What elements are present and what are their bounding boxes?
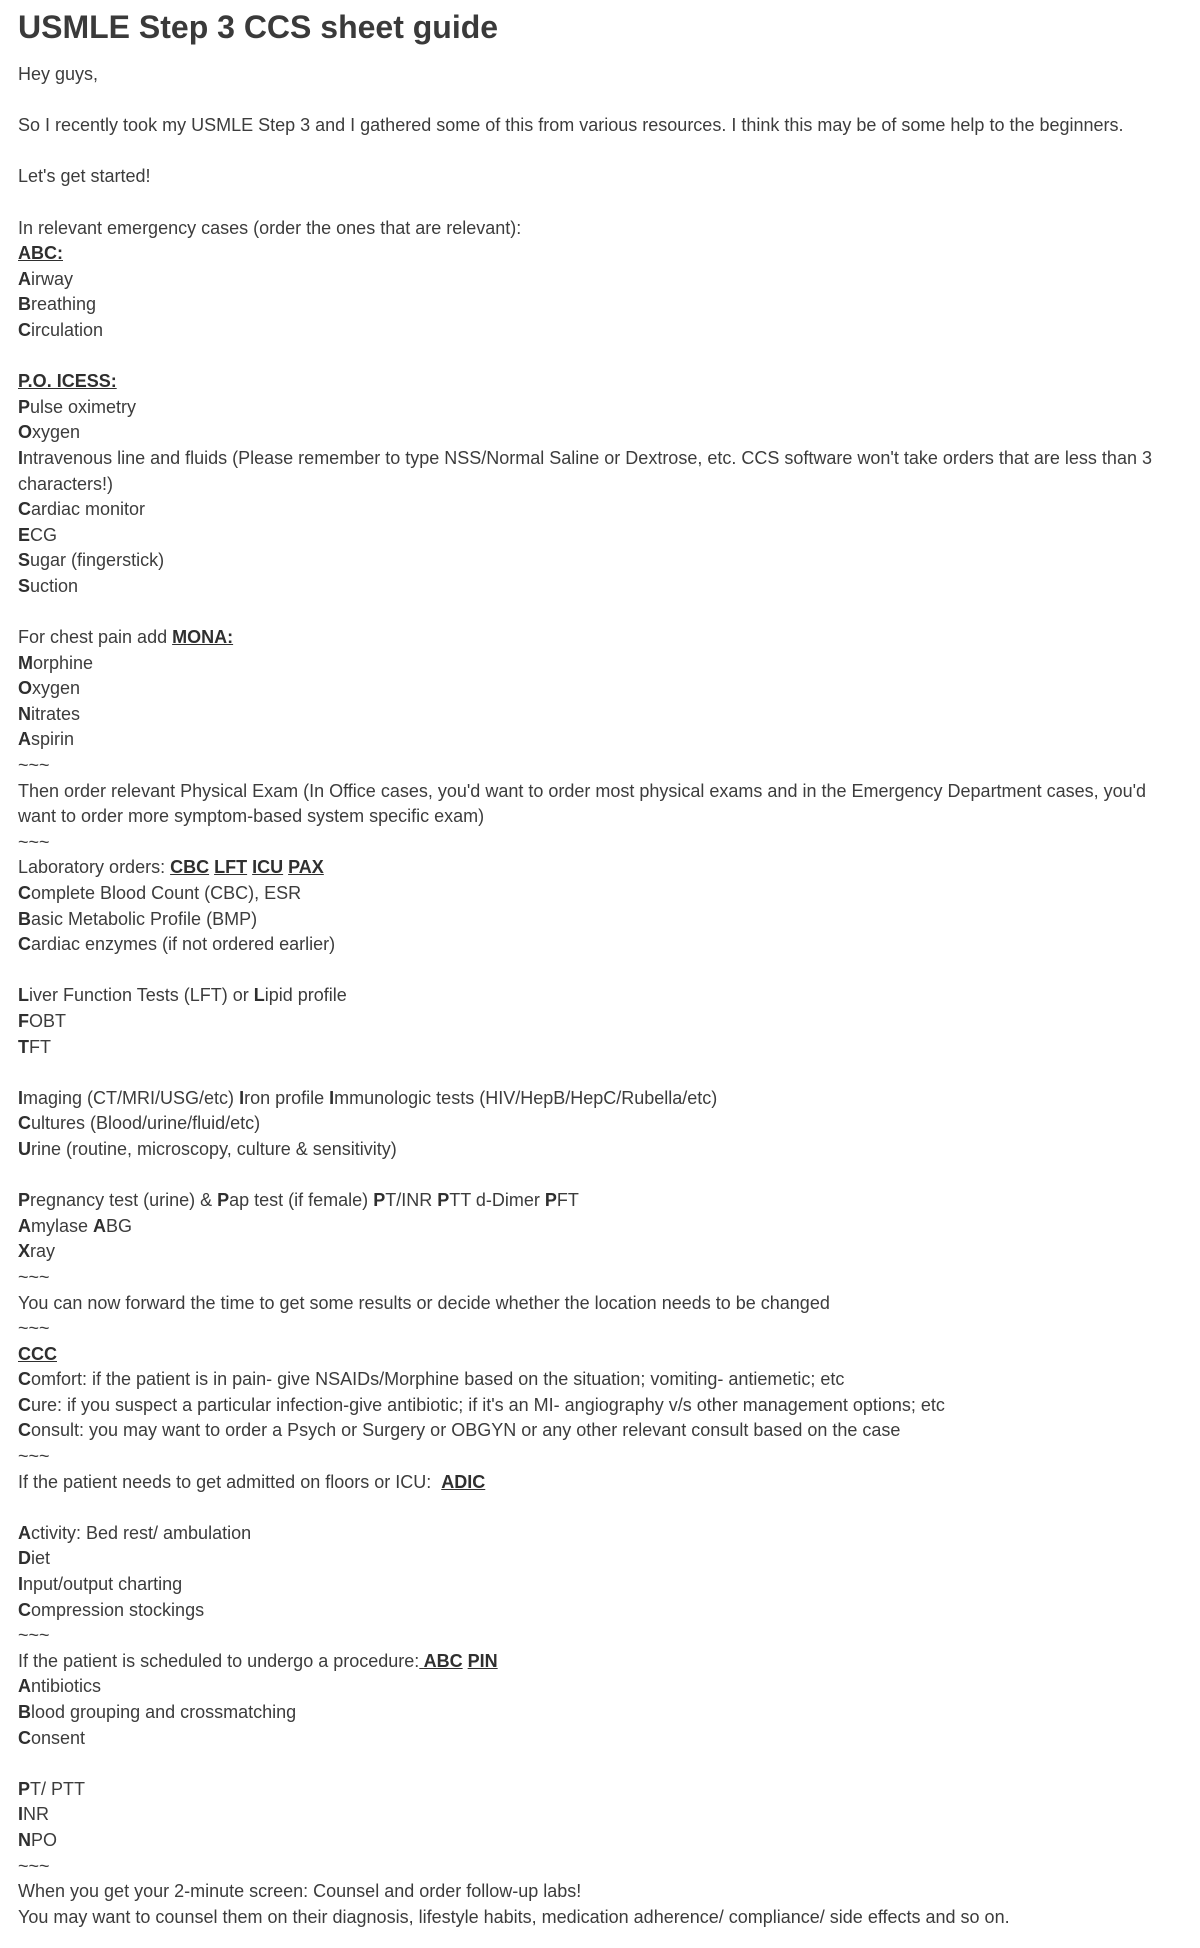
blank-line	[18, 88, 1182, 114]
text-segment: ~~~	[18, 1318, 50, 1339]
mnemonic-letter: I	[239, 1087, 245, 1108]
mnemonic-letter: S	[18, 575, 31, 596]
mnemonic-letter: S	[18, 550, 31, 571]
mnemonic-letter: X	[18, 1241, 31, 1262]
text-segment: ~~~	[18, 1266, 50, 1287]
text-line	[18, 1188, 1182, 1214]
text-segment: NR	[23, 1804, 50, 1825]
mnemonic-letter: C	[18, 883, 31, 903]
text-line	[18, 1546, 1182, 1572]
text-segment: irculation	[31, 319, 104, 340]
text-line	[18, 1393, 1182, 1419]
mnemonic-letter: C	[18, 319, 31, 340]
text-line	[18, 497, 1182, 523]
text-line	[18, 753, 1182, 779]
text-line	[18, 1316, 1182, 1342]
text-segment: Let's get started!	[18, 166, 151, 187]
text-segment: If the patient is scheduled to undergo a procedure:	[18, 1650, 420, 1671]
mnemonic-letter: C	[18, 1420, 31, 1441]
mnemonic-letter: C	[18, 1727, 31, 1748]
text-line	[18, 446, 1182, 497]
mnemonic-letter: I	[18, 1574, 24, 1595]
text-line	[18, 395, 1182, 421]
blank-line	[18, 1495, 1182, 1521]
text-line	[18, 267, 1182, 293]
text-segment: ~~~	[18, 1446, 50, 1467]
text-line	[18, 1214, 1182, 1240]
text-line	[18, 62, 1182, 88]
text-segment: asic Metabolic Profile (BMP)	[31, 908, 258, 929]
text-line	[18, 1828, 1182, 1854]
text-segment: In relevant emergency cases (order the ones that are relevant):	[18, 217, 522, 238]
text-segment: You can now forward the time to get some results or decide whether the location needs to be changed	[18, 1292, 830, 1313]
text-segment: iver Function Tests (LFT) or	[29, 985, 254, 1006]
mnemonic-letter: P	[437, 1190, 450, 1211]
text-segment: ure: if you suspect a particular infection-give antibiotic; if it's an MI- angiography v/s other management options; etc	[31, 1394, 945, 1415]
page-title: USMLE Step 3 CCS sheet guide	[18, 9, 499, 45]
text-segment: CG	[30, 524, 58, 545]
text-segment: T/ PTT	[30, 1778, 86, 1799]
text-line	[18, 1777, 1182, 1803]
text-line	[18, 676, 1182, 702]
text-segment: When you get your 2-minute screen: Counsel and order follow-up labs!	[18, 1881, 582, 1902]
mnemonic-letter: M	[18, 652, 33, 673]
text-segment: ron profile	[244, 1087, 330, 1108]
text-line	[18, 1418, 1182, 1444]
mnemonic-heading: ABC:	[18, 243, 63, 264]
text-line	[18, 1879, 1182, 1905]
text-segment: lood grouping and crossmatching	[31, 1702, 297, 1722]
mnemonic-letter: A	[18, 1215, 31, 1236]
text-segment: omfort: if the patient is in pain- give NSAIDs/Morphine based on the situation; vomiting- antiemetic; etc	[31, 1369, 845, 1390]
text-segment: For chest pain add	[18, 627, 173, 648]
text-line	[18, 1572, 1182, 1598]
text-segment: xygen	[32, 678, 81, 699]
mnemonic-heading: ABC	[419, 1650, 463, 1671]
text-line	[18, 1905, 1182, 1931]
text-line	[18, 1700, 1182, 1726]
text-line	[18, 830, 1182, 856]
text-segment: onsent	[31, 1727, 86, 1748]
text-segment: BG	[106, 1215, 133, 1236]
mnemonic-letter: P	[18, 396, 31, 417]
mnemonic-letter: F	[18, 1010, 29, 1031]
text-segment: So I recently took my USMLE Step 3 and I gathered some of this from various resources. I think this may be of some help to the beginners.	[18, 115, 1124, 136]
text-line	[18, 932, 1182, 958]
text-segment: mmunologic tests (HIV/HepB/HepC/Rubella/etc)	[334, 1087, 718, 1108]
text-line	[18, 523, 1182, 549]
mnemonic-letter: C	[18, 1599, 31, 1620]
text-segment: You may want to counsel them on their diagnosis, lifestyle habits, medication adherence/ compliance/ side effects and so on.	[18, 1906, 1010, 1927]
text-segment: uction	[30, 575, 79, 596]
text-segment: ultures (Blood/urine/fluid/etc)	[31, 1113, 261, 1134]
text-line	[18, 1009, 1182, 1035]
mnemonic-heading: CCC	[18, 1343, 57, 1364]
mnemonic-letter: I	[18, 447, 24, 468]
mnemonic-letter: L	[18, 985, 29, 1006]
text-segment: ugar (fingerstick)	[30, 550, 165, 571]
text-line	[18, 1239, 1182, 1265]
mnemonic-letter: P	[217, 1190, 230, 1211]
text-segment: Laboratory orders:	[18, 857, 171, 878]
text-line	[18, 574, 1182, 600]
blank-line	[18, 344, 1182, 370]
text-segment: onsult: you may want to order a Psych or Surgery or OBGYN or any other relevant consult based on the case	[31, 1420, 901, 1441]
mnemonic-letter: C	[18, 1369, 31, 1390]
mnemonic-heading: ADIC	[441, 1471, 486, 1492]
text-line	[18, 727, 1182, 753]
mnemonic-letter: N	[18, 1829, 31, 1850]
mnemonic-heading: LFT	[214, 857, 248, 878]
text-segment: ~~~	[18, 831, 50, 852]
mnemonic-heading: CBC	[170, 857, 210, 878]
mnemonic-letter: C	[18, 934, 31, 955]
text-line	[18, 881, 1182, 907]
mnemonic-letter: N	[18, 703, 31, 724]
text-segment: ardiac enzymes (if not ordered earlier)	[31, 934, 336, 955]
text-segment: omplete Blood Count (CBC), ESR	[31, 883, 302, 903]
text-line	[18, 651, 1182, 677]
text-segment: regnancy test (urine) &	[30, 1190, 218, 1211]
text-segment: spirin	[31, 729, 75, 750]
mnemonic-letter: A	[93, 1215, 107, 1236]
text-segment: itrates	[31, 703, 81, 724]
text-line	[18, 1367, 1182, 1393]
blank-line	[18, 1163, 1182, 1189]
blank-line	[18, 1751, 1182, 1777]
text-segment: FT	[556, 1190, 579, 1211]
text-line	[18, 164, 1182, 190]
blank-line	[18, 958, 1182, 984]
text-segment: Then order relevant Physical Exam (In Office cases, you'd want to order most physical exams and in the Emergency Department cases, you'd want to order more symptom-based system specific exam)	[18, 780, 1152, 827]
blank-line	[18, 139, 1182, 165]
text-segment: ap test (if female)	[229, 1190, 374, 1211]
mnemonic-letter: A	[18, 729, 31, 750]
mnemonic-heading: PIN	[467, 1650, 498, 1671]
text-line	[18, 216, 1182, 242]
text-segment: reathing	[31, 294, 97, 315]
text-segment: nput/output charting	[23, 1574, 183, 1595]
text-line	[18, 548, 1182, 574]
text-line	[18, 1726, 1182, 1752]
text-line	[18, 1598, 1182, 1624]
text-segment: irway	[31, 268, 74, 289]
mnemonic-letter: O	[18, 678, 33, 699]
text-line	[18, 318, 1182, 344]
mnemonic-letter: T	[18, 1036, 29, 1057]
text-line	[18, 1342, 1182, 1368]
text-segment: mylase	[31, 1215, 94, 1236]
text-line	[18, 1674, 1182, 1700]
mnemonic-letter: I	[18, 1804, 24, 1825]
text-line	[18, 625, 1182, 651]
text-segment: OBT	[29, 1010, 67, 1031]
text-segment: If the patient needs to get admitted on floors or ICU:	[18, 1471, 442, 1492]
text-line	[18, 1035, 1182, 1061]
text-line	[18, 855, 1182, 881]
mnemonic-letter: A	[18, 1676, 31, 1697]
text-segment: ulse oximetry	[30, 396, 137, 417]
document-body	[18, 62, 1182, 1930]
text-segment: T/INR	[385, 1190, 438, 1211]
mnemonic-heading: PAX	[288, 857, 324, 878]
text-line	[18, 1265, 1182, 1291]
mnemonic-letter: P	[18, 1190, 31, 1211]
mnemonic-heading: MONA:	[172, 627, 234, 648]
text-segment: xygen	[32, 422, 81, 443]
mnemonic-letter: I	[18, 1087, 24, 1108]
text-segment: orphine	[33, 652, 94, 673]
text-line	[18, 1854, 1182, 1880]
text-segment: maging (CT/MRI/USG/etc)	[23, 1087, 240, 1108]
mnemonic-heading: P.O. ICESS:	[18, 371, 117, 392]
text-line	[18, 1521, 1182, 1547]
blank-line	[18, 1060, 1182, 1086]
text-segment: ipid profile	[264, 985, 347, 1006]
text-line	[18, 113, 1182, 139]
mnemonic-letter: C	[18, 499, 31, 520]
mnemonic-letter: D	[18, 1548, 31, 1569]
mnemonic-letter: A	[18, 1522, 31, 1543]
text-line	[18, 1086, 1182, 1112]
mnemonic-letter: B	[18, 908, 31, 929]
mnemonic-letter: L	[253, 985, 265, 1006]
text-line	[18, 702, 1182, 728]
text-segment: ~~~	[18, 755, 50, 776]
blank-line	[18, 599, 1182, 625]
text-line	[18, 1291, 1182, 1317]
text-segment: FT	[29, 1036, 51, 1057]
text-line	[18, 1444, 1182, 1470]
mnemonic-letter: E	[18, 524, 31, 545]
mnemonic-heading: ICU	[252, 857, 284, 878]
mnemonic-letter: C	[18, 1394, 31, 1415]
text-segment: ompression stockings	[31, 1599, 205, 1620]
text-line	[18, 779, 1182, 830]
mnemonic-letter: P	[18, 1778, 31, 1799]
blank-line	[18, 190, 1182, 216]
mnemonic-letter: P	[373, 1190, 386, 1211]
text-line	[18, 241, 1182, 267]
mnemonic-letter: P	[544, 1190, 557, 1211]
text-segment: ntravenous line and fluids (Please remember to type NSS/Normal Saline or Dextrose, etc. CCS software won't take orders that are less than 3 characters!)	[18, 447, 1157, 494]
text-segment: Hey guys,	[18, 64, 99, 84]
text-line	[18, 907, 1182, 933]
text-segment: ntibiotics	[31, 1676, 102, 1697]
mnemonic-letter: O	[18, 422, 33, 443]
text-line	[18, 983, 1182, 1009]
mnemonic-letter: C	[18, 1113, 31, 1134]
text-line	[18, 420, 1182, 446]
text-segment: iet	[31, 1548, 51, 1569]
mnemonic-letter: I	[329, 1087, 335, 1108]
text-segment: ardiac monitor	[31, 499, 146, 520]
text-segment: TT d-Dimer	[449, 1190, 545, 1211]
text-segment: ~~~	[18, 1855, 50, 1876]
text-line	[18, 292, 1182, 318]
text-line	[18, 1649, 1182, 1675]
text-line	[18, 1137, 1182, 1163]
text-segment: ~~~	[18, 1625, 50, 1646]
mnemonic-letter: B	[18, 1702, 31, 1722]
text-line	[18, 369, 1182, 395]
text-segment: ctivity: Bed rest/ ambulation	[31, 1522, 252, 1543]
mnemonic-letter: U	[18, 1138, 31, 1159]
mnemonic-letter: A	[18, 268, 31, 289]
text-line	[18, 1470, 1182, 1496]
text-line	[18, 1111, 1182, 1137]
text-segment: rine (routine, microscopy, culture & sensitivity)	[31, 1138, 397, 1159]
text-segment: PO	[31, 1829, 58, 1850]
text-line	[18, 1802, 1182, 1828]
mnemonic-letter: B	[18, 294, 31, 315]
text-segment: ray	[30, 1241, 56, 1262]
text-line	[18, 1623, 1182, 1649]
